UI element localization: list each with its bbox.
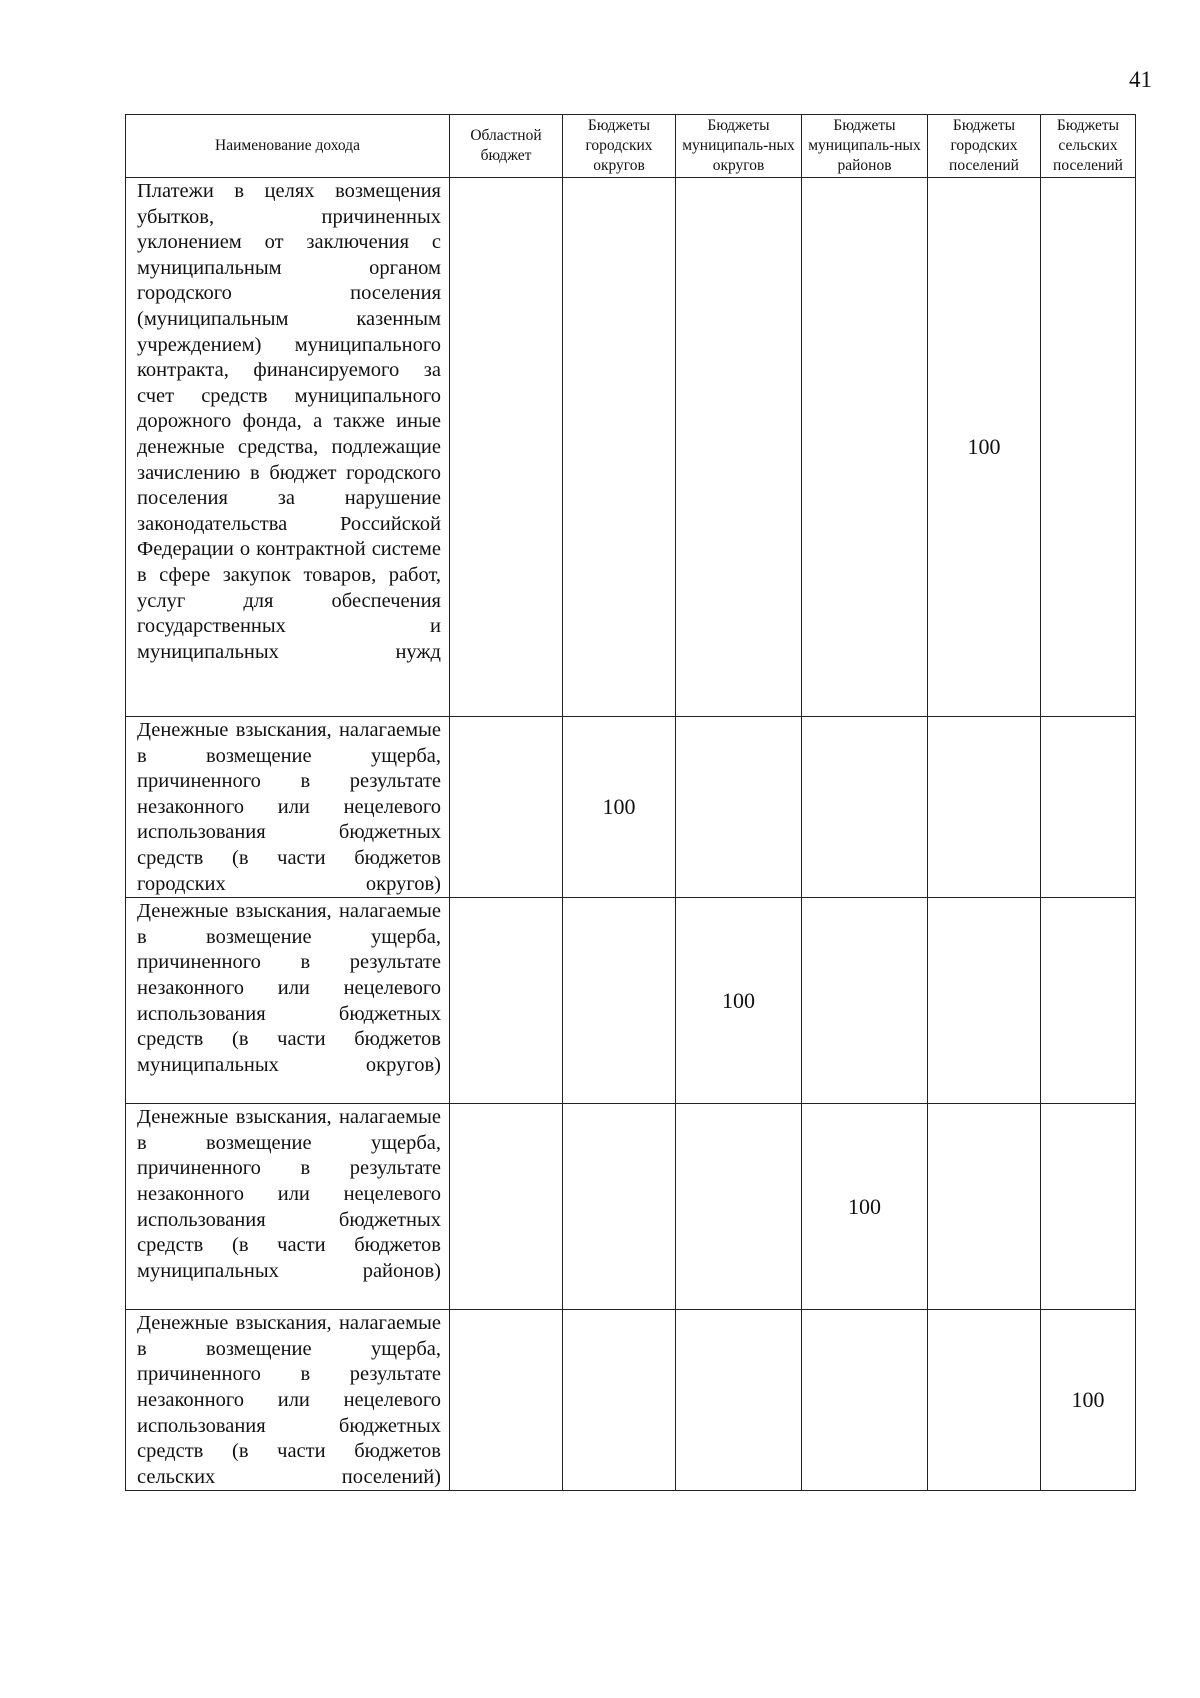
value-cell-urban-settlements (928, 1310, 1041, 1491)
value-cell-rural-settlements (1041, 898, 1136, 1104)
value-cell-rural-settlements: 100 (1041, 1310, 1136, 1491)
page-number: 41 (1129, 67, 1152, 92)
column-header-municipal-raions: Бюджеты муниципаль-ных районов (802, 115, 928, 178)
table-row (126, 898, 1136, 1104)
value-cell-municipal-okrugs (676, 1310, 802, 1491)
column-header-city-districts: Бюджеты городских округов (563, 115, 676, 178)
value-cell-municipal-okrugs: 100 (676, 898, 802, 1104)
income-name-cell: Платежи в целях возмещения убытков, причиненных уклонением от заключения с муниципальным органом городского поселения (муниципальным казенным учреждением) муниципального контракта, финансируемого за счет средств муниципального дорожного фонда, а также иные денежные средства, подлежащие зачислению в бюджет городского поселения за нарушение законодательства Российской Федерации о контрактной системе в сфере закупок товаров, работ, услуг для обеспечения государственных и муниципальных нужд (126, 178, 450, 717)
value-cell-municipal-okrugs (676, 178, 802, 717)
value-cell-municipal-raions (802, 717, 928, 898)
income-name-cell: Денежные взыскания, налагаемые в возмещение ущерба, причиненного в результате незаконного или нецелевого использования бюджетных средств (в части бюджетов сельских поселений) (126, 1310, 450, 1491)
value-cell-municipal-okrugs (676, 1104, 802, 1310)
value-cell-city-districts (563, 1310, 676, 1491)
value-cell-municipal-raions (802, 898, 928, 1104)
value-cell-regional (450, 898, 563, 1104)
value-cell-city-districts: 100 (563, 717, 676, 898)
value-cell-urban-settlements (928, 717, 1041, 898)
value-cell-regional (450, 1104, 563, 1310)
value-cell-rural-settlements (1041, 717, 1136, 898)
income-name-cell: Денежные взыскания, налагаемые в возмещение ущерба, причиненного в результате незаконного или нецелевого использования бюджетных средств (в части бюджетов муниципальных районов) (126, 1104, 450, 1310)
value-cell-city-districts (563, 898, 676, 1104)
value-cell-rural-settlements (1041, 178, 1136, 717)
income-name-cell: Денежные взыскания, налагаемые в возмещение ущерба, причиненного в результате незаконного или нецелевого использования бюджетных средств (в части бюджетов городских округов) (126, 717, 450, 898)
table-row (126, 1310, 1136, 1491)
value-cell-municipal-raions (802, 1310, 928, 1491)
column-header-urban-settlements: Бюджеты городских поселений (928, 115, 1041, 178)
value-cell-municipal-okrugs (676, 717, 802, 898)
value-cell-city-districts (563, 178, 676, 717)
value-cell-municipal-raions (802, 178, 928, 717)
column-header-regional-budget: Областной бюджет (450, 115, 563, 178)
value-cell-urban-settlements (928, 898, 1041, 1104)
value-cell-regional (450, 178, 563, 717)
table-row (126, 717, 1136, 898)
value-cell-rural-settlements (1041, 1104, 1136, 1310)
value-cell-urban-settlements (928, 1104, 1041, 1310)
revenue-distribution-table (125, 114, 1136, 1491)
column-header-income-name: Наименование дохода (126, 115, 450, 178)
value-cell-city-districts (563, 1104, 676, 1310)
table-row (126, 1104, 1136, 1310)
table-header-row (126, 115, 1136, 178)
value-cell-municipal-raions: 100 (802, 1104, 928, 1310)
value-cell-regional (450, 717, 563, 898)
table-row (126, 178, 1136, 717)
column-header-rural-settlements: Бюджеты сельских поселений (1041, 115, 1136, 178)
income-name-cell: Денежные взыскания, налагаемые в возмещение ущерба, причиненного в результате незаконного или нецелевого использования бюджетных средств (в части бюджетов муниципальных округов) (126, 898, 450, 1104)
value-cell-regional (450, 1310, 563, 1491)
column-header-municipal-okrugs: Бюджеты муниципаль-ных округов (676, 115, 802, 178)
value-cell-urban-settlements: 100 (928, 178, 1041, 717)
